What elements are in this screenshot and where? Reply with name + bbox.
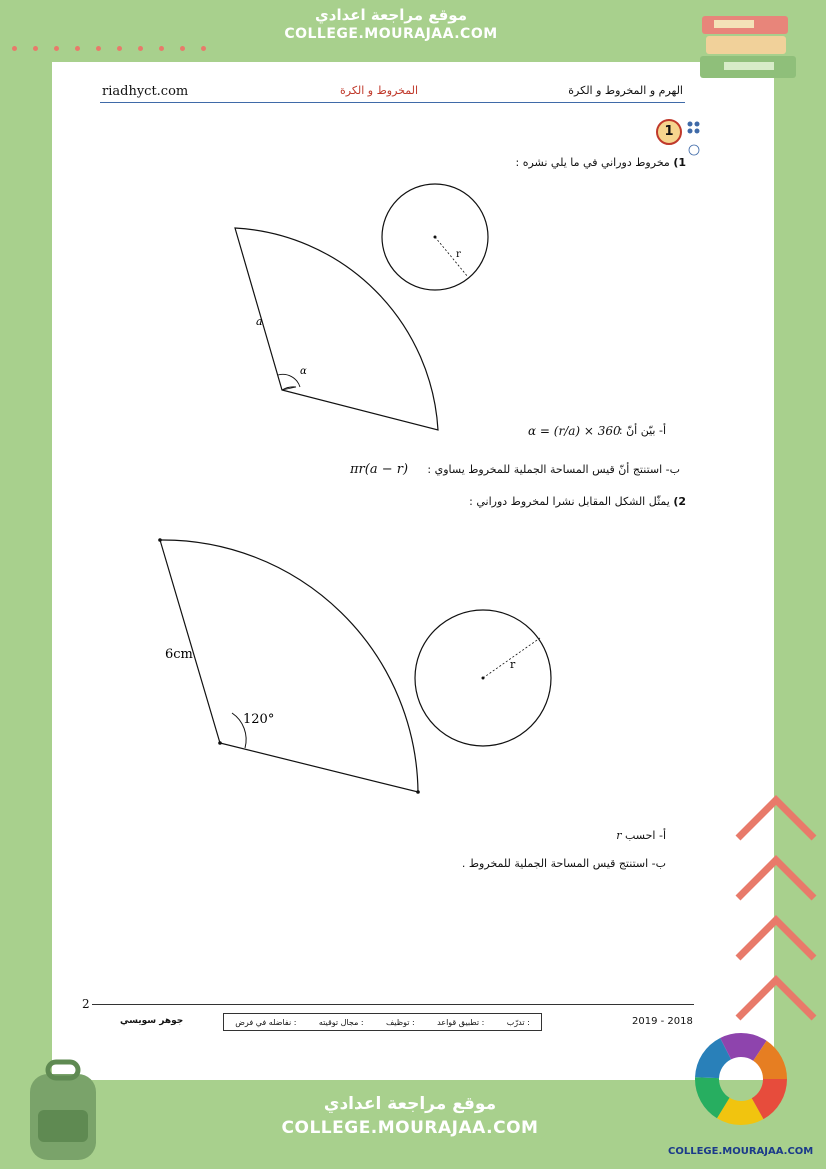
q2-statement (469, 495, 686, 508)
legend-box (223, 1013, 542, 1031)
q2-label-r: r (510, 658, 516, 671)
q1-part-b (427, 463, 680, 476)
q2-part-a (616, 829, 666, 842)
exercise-badge (656, 119, 682, 145)
q2-part-a-letter: أ- (658, 829, 666, 842)
footer-line (92, 1004, 694, 1005)
q2-part-b (462, 857, 666, 870)
books-illustration (694, 8, 804, 86)
exercise-number: 1 (664, 124, 674, 139)
top-banner[interactable] (262, 4, 520, 46)
legend-item: : نفاضله في فرض (235, 1017, 297, 1027)
q1-number: 1) (673, 156, 686, 169)
q2-number: 2) (673, 495, 686, 508)
q2-text: يمثّل الشكل المقابل نشرا لمخروط دوراني : (469, 495, 670, 508)
school-year: 2019 - 2018 (632, 1016, 693, 1027)
q2-part-a-var: r (616, 829, 622, 842)
banner-arabic: موقع مراجعة اعدادي (315, 6, 467, 24)
author-name: جوهر سويسي (120, 1016, 184, 1026)
chevron-decoration-icon (728, 792, 824, 1032)
q1-part-a-letter: أ- (658, 424, 666, 437)
q1-label-a: a (256, 315, 263, 328)
q2-figure (150, 530, 560, 805)
legend-item: : تطبيق قواعد (437, 1017, 485, 1027)
legend-item: : توظيف (386, 1017, 415, 1027)
logo-caption[interactable]: COLLEGE.MOURAJAA.COM (668, 1146, 814, 1157)
q2-label-side: 6cm (165, 647, 193, 662)
subjects-ring-logo (694, 1022, 788, 1142)
page-header (100, 84, 685, 103)
legend-item: : تدرّب (506, 1017, 530, 1027)
q1-statement (516, 156, 686, 169)
difficulty-icon (686, 120, 706, 156)
q1-part-a-text: بيّن أنّ : (618, 424, 656, 437)
bottom-banner[interactable] (270, 1090, 550, 1148)
site-name[interactable]: riadhyct.com (102, 84, 189, 99)
banner-arabic: موقع مراجعة اعدادي (323, 1094, 497, 1114)
legend-item: : مجال توقيته (318, 1017, 364, 1027)
chapter-title: الهرم و المخروط و الكرة (568, 84, 683, 97)
frame-left (0, 0, 52, 1169)
q1-part-b-text: استنتج أنّ قيس المساحة الجملية للمخروط يساوي : (427, 463, 663, 476)
section-title: المخروط و الكرة (340, 84, 419, 97)
banner-url[interactable]: COLLEGE.MOURAJAA.COM (284, 26, 498, 42)
q1-text: مخروط دوراني في ما يلي نشره : (515, 156, 670, 169)
q2-part-a-text: احسب (624, 829, 656, 842)
q2-part-b-text: استنتج قيس المساحة الجملية للمخروط . (461, 857, 649, 870)
q1-formula-a: α = (r/a) × 360 (528, 424, 621, 438)
q1-part-a (619, 424, 666, 437)
q1-figure (220, 175, 520, 445)
banner-url[interactable]: COLLEGE.MOURAJAA.COM (281, 1118, 539, 1138)
page-number: 2 (82, 997, 90, 1011)
q1-formula-b: πr(a − r) (350, 462, 409, 477)
q1-label-r: r (456, 249, 461, 260)
q1-label-alpha: α (300, 366, 307, 377)
q1-part-b-letter: ب- (665, 463, 680, 476)
q2-part-b-letter: ب- (651, 857, 666, 870)
q2-label-angle: 120° (243, 712, 275, 727)
backpack-icon (8, 1056, 118, 1166)
